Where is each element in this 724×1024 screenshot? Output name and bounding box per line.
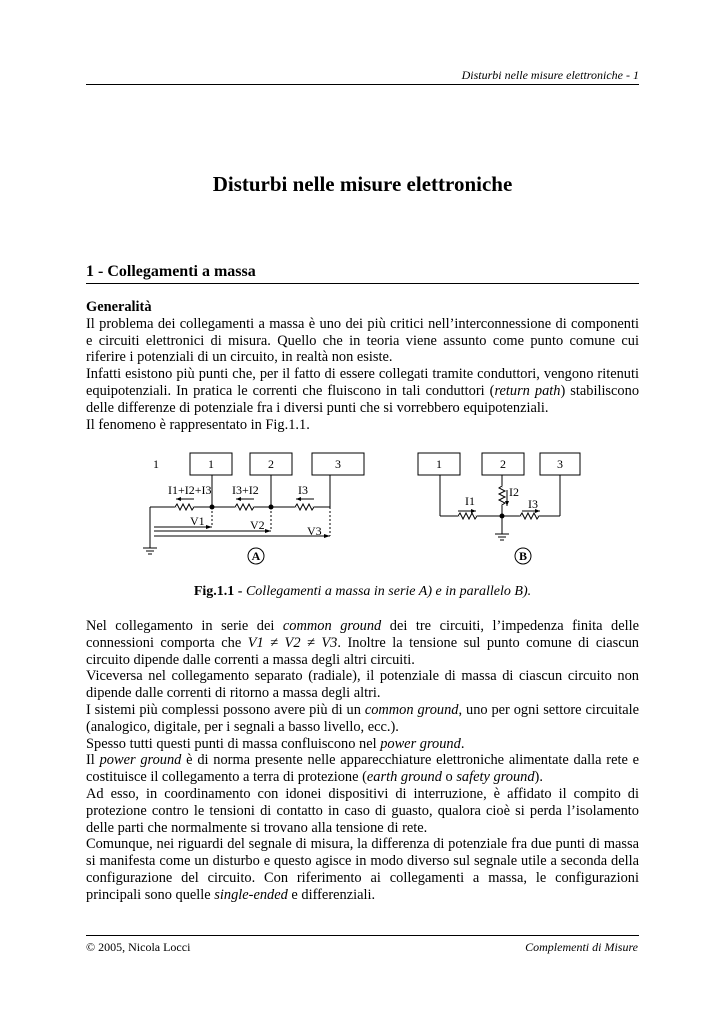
circled-label-a: A	[251, 549, 261, 563]
intro-paragraph-3: Il fenomeno è rappresentato in Fig.1.1.	[86, 416, 310, 433]
section-rule	[86, 283, 639, 284]
voltage-label-v1: V1	[190, 514, 205, 528]
header-rule	[86, 84, 639, 85]
current-label-sum2: I3+I2	[232, 483, 259, 497]
figure-circuit-diagram	[140, 450, 600, 572]
voltage-label-v2: V2	[250, 518, 265, 532]
body-paragraph-2: Viceversa nel collegamento separato (radiale), il potenziale di massa di ciascun circuito non dipende dalle correnti di ritorno a massa degli altri.	[86, 668, 639, 702]
footer-copyright: © 2005, Nicola Locci	[86, 940, 191, 954]
box-label-1: 1	[153, 457, 159, 471]
box-label-3: 3	[557, 457, 563, 471]
box-label-2: 2	[268, 457, 274, 471]
body-paragraph-4: Spesso tutti questi punti di massa confluiscono nel power ground.	[86, 735, 465, 752]
subheading: Generalità	[86, 299, 152, 315]
body-paragraph-5: Il power ground è di norma presente nelle apparecchiature elettroniche alimentate dalla rete e costituisce il collegamento a terra di protezione (earth ground o safety ground).	[86, 752, 640, 786]
parallel-label-i3: I3	[528, 497, 538, 511]
body-paragraph-3: I sistemi più complessi possono avere più di un common ground, uno per ogni settore circuitale (analogico, digitale, per i segnali a basso livello, ecc.).	[86, 701, 639, 735]
document-title: Disturbi nelle misure elettroniche	[212, 172, 513, 196]
intro-paragraph-2: Infatti esistono più punti che, per il fatto di essere collegati tramite conduttori, vengono ritenuti equipotenziali. In pratica le correnti che fluiscono in tali conduttori (return path) stabiliscono delle differenze di potenziale fra i diversi punti che si vorrebbero equipotenziali.	[86, 366, 640, 416]
parallel-label-i2: I2	[509, 485, 519, 499]
figure-caption: Fig.1.1 - Collegamenti a massa in serie A) e in parallelo B).	[193, 584, 532, 599]
body-paragraph-7: Comunque, nei riguardi del segnale di misura, la differenza di potenziale fra due punti di massa si manifesta come un disturbo e questo agisce in modo diverso sul segnale utile a seconda della configurazione del circuito. Con riferimento ai collegamenti a massa, le configurazioni principali sono quelle single-ended e differenziali.	[86, 836, 639, 903]
running-header: Disturbi nelle misure elettroniche - 1	[461, 68, 639, 82]
parallel-label-i1: I1	[465, 494, 475, 508]
footer-rule	[86, 935, 639, 936]
current-label-sum3: I1+I2+I3	[168, 483, 212, 497]
current-label-i3: I3	[298, 483, 308, 497]
body-paragraph-6: Ad esso, in coordinamento con idonei dispositivi di interruzione, è affidato il compito di protezione contro le tensioni di contatto in caso di guasto, qualora cioè si perda l’isolamento delle parti che normalmente si trovano alla tensione di rete.	[86, 785, 639, 836]
box-label-3: 3	[335, 457, 341, 471]
footer-course: Complementi di Misure	[525, 940, 638, 954]
body-block	[86, 618, 639, 904]
intro-paragraph-1: Il problema dei collegamenti a massa è uno dei più critici nell’interconnessione di componenti e circuiti elettronici di misura. Quello che in teoria viene assunto come punto comune cui riferire i potenziali di un circuito, in realtà non esiste.	[86, 315, 639, 366]
voltage-label-v3: V3	[307, 524, 322, 538]
box-label-2: 2	[500, 457, 506, 471]
circled-label-b: B	[518, 549, 528, 563]
body-paragraph-1: Nel collegamento in serie dei common ground dei tre circuiti, l’impedenza finita delle connessioni comporta che V1 ≠ V2 ≠ V3. Inoltre la tensione sul punto comune di ciascun circuito dipende dalle correnti a massa degli altri circuiti.	[86, 618, 640, 668]
box-label-1: 1	[208, 457, 214, 471]
intro-block	[86, 299, 639, 433]
box-label-1: 1	[436, 457, 442, 471]
section-heading: 1 - Collegamenti a massa	[86, 263, 256, 280]
